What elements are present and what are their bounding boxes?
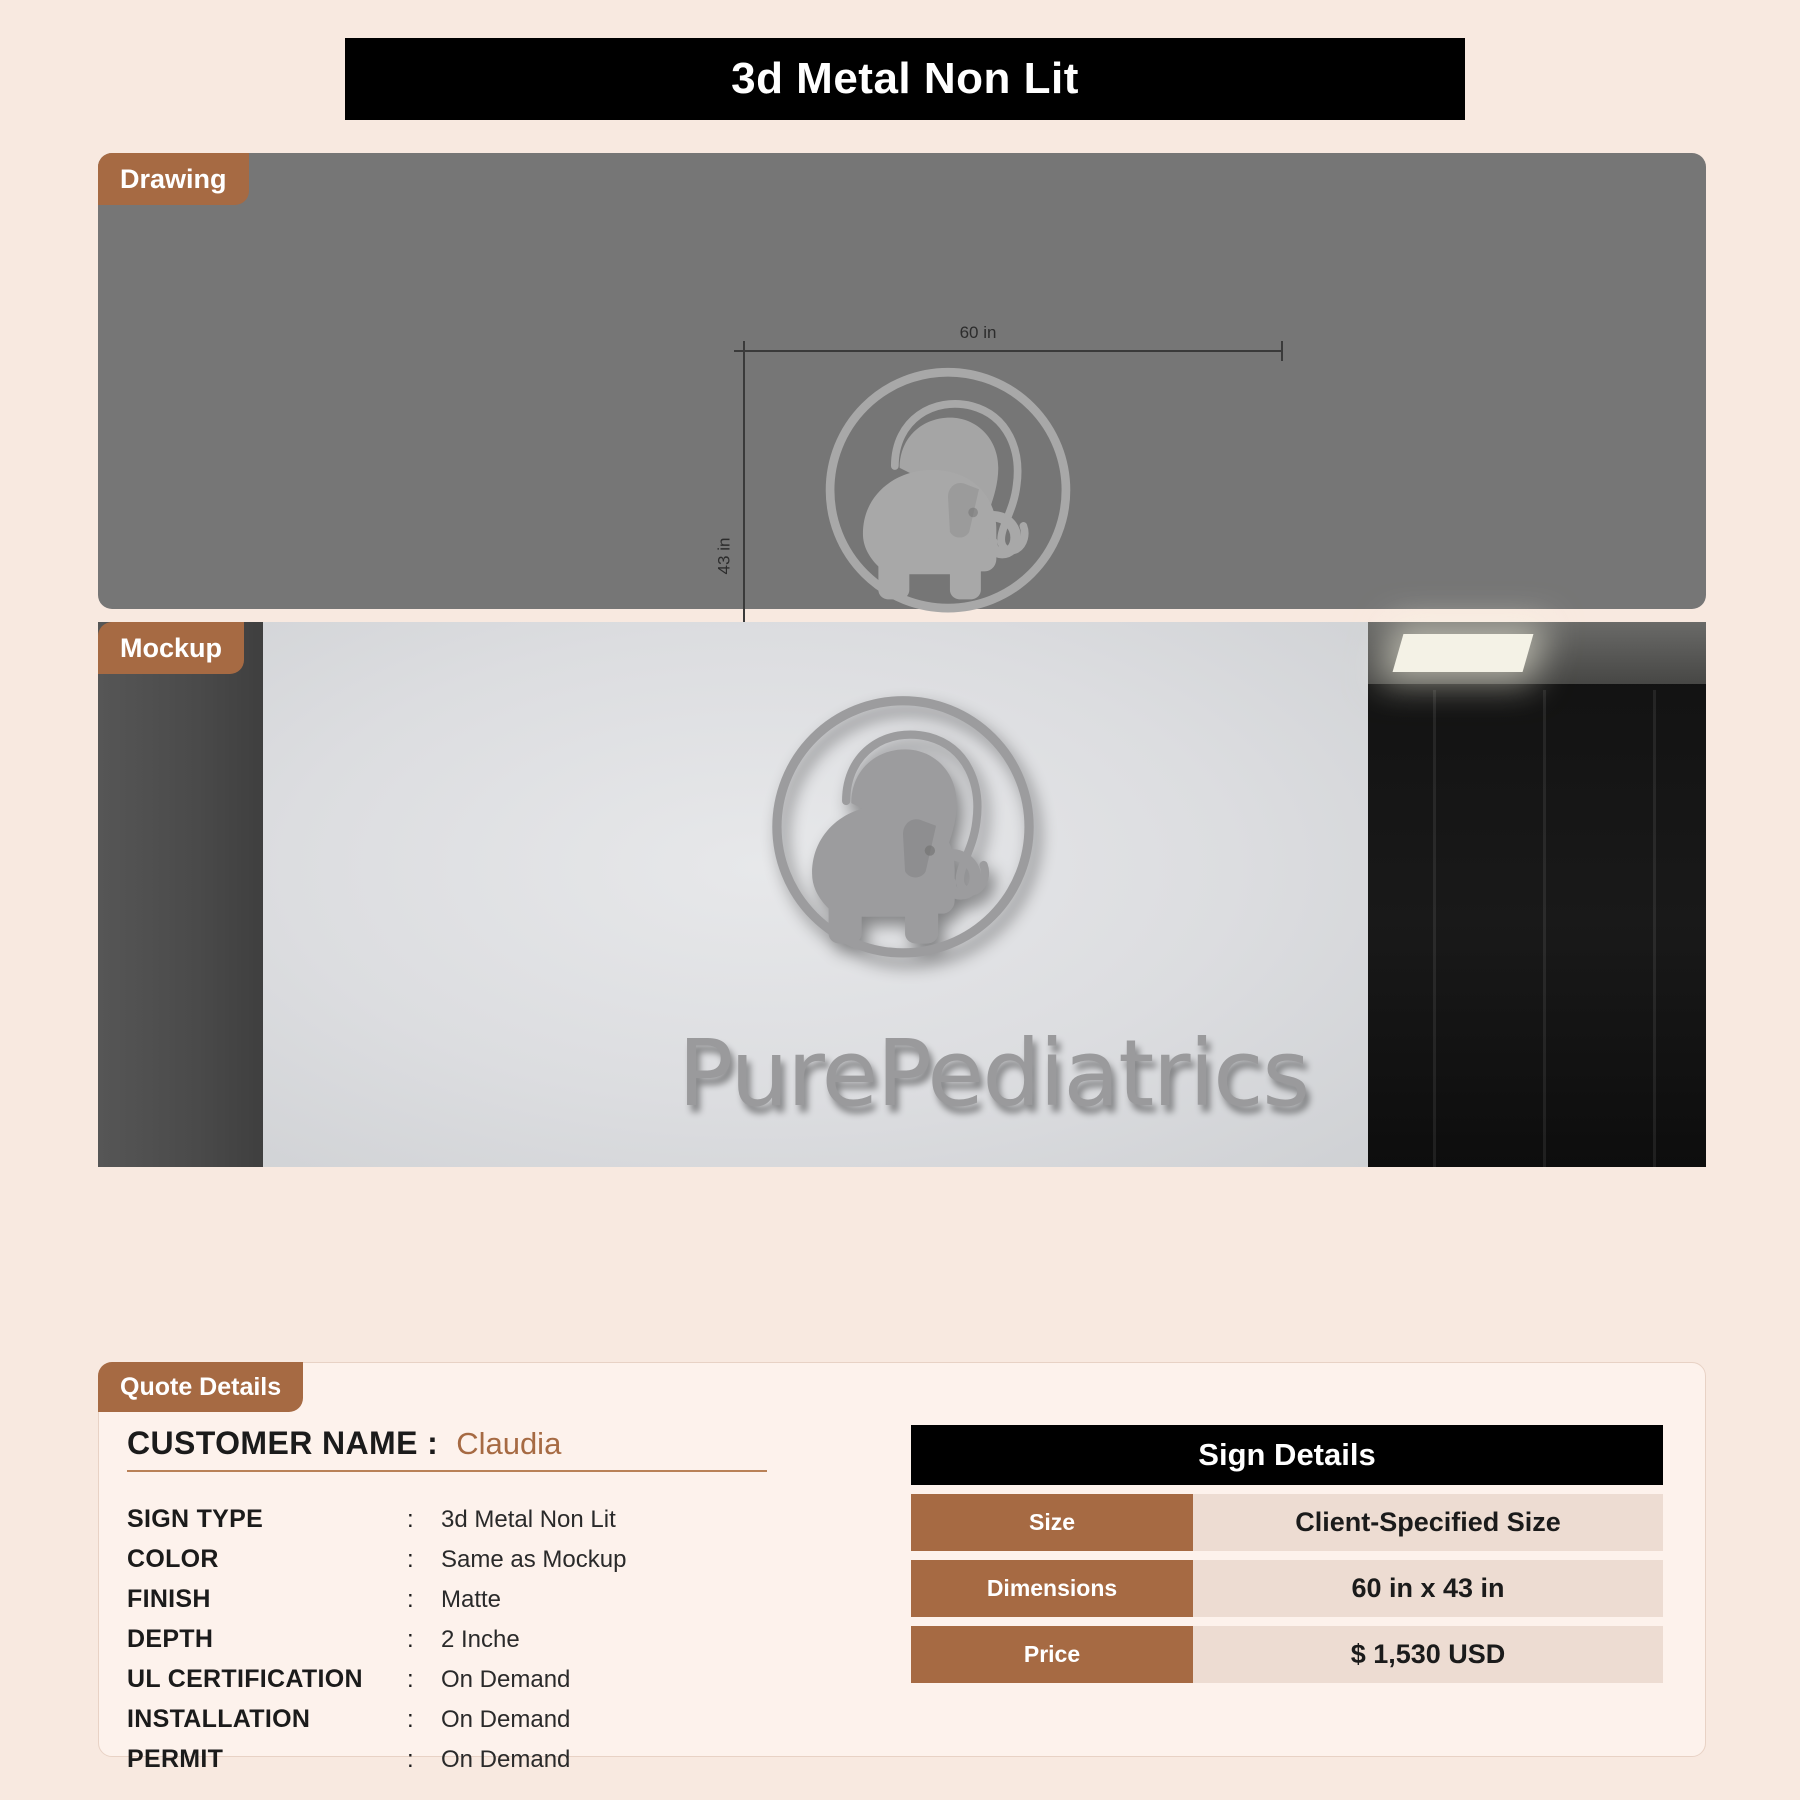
spec-separator: :	[407, 1586, 414, 1613]
spec-key: INSTALLATION	[127, 1705, 311, 1733]
quote-details-tag-label: Quote Details	[120, 1372, 282, 1401]
table-header-cell: Price	[911, 1626, 1193, 1683]
table-cell: $ 1,530 USD	[1193, 1626, 1663, 1683]
table-row	[911, 1626, 1663, 1683]
spec-value: On Demand	[441, 1706, 571, 1733]
table-row	[911, 1560, 1663, 1617]
mockup-logo	[678, 677, 1309, 1127]
spec-value: On Demand	[441, 1746, 571, 1773]
list-item	[127, 1505, 807, 1534]
mockup-corridor	[1368, 622, 1706, 1167]
elephant-circle-logo-icon	[733, 677, 1073, 987]
list-item	[127, 1585, 807, 1614]
drawing-tag-label: Drawing	[120, 163, 227, 194]
dimension-height-label: 43 in	[714, 537, 734, 575]
drawing-tag	[98, 153, 249, 205]
table-cell: Client-Specified Size	[1193, 1494, 1663, 1551]
mockup-tag	[98, 622, 244, 674]
page-title	[345, 38, 1465, 120]
table-header-cell: Dimensions	[911, 1560, 1193, 1617]
table-row	[911, 1494, 1663, 1551]
elephant-circle-logo-icon	[803, 350, 1093, 640]
page-title-text: 3d Metal Non Lit	[731, 54, 1079, 103]
table-cell: 60 in x 43 in	[1193, 1560, 1663, 1617]
ceiling-light-icon	[1393, 634, 1534, 672]
spec-key: SIGN TYPE	[127, 1505, 264, 1533]
spec-separator: :	[407, 1666, 414, 1693]
list-item	[127, 1665, 807, 1694]
spec-value: Matte	[441, 1586, 502, 1613]
list-item	[127, 1745, 807, 1774]
spec-separator: :	[407, 1746, 414, 1773]
spec-key: PERMIT	[127, 1745, 224, 1773]
drawing-panel	[98, 153, 1706, 609]
list-item	[127, 1625, 807, 1654]
spec-separator: :	[407, 1546, 414, 1573]
mockup-panel	[98, 622, 1706, 1167]
spec-value: 3d Metal Non Lit	[441, 1506, 616, 1533]
spec-key: COLOR	[127, 1545, 219, 1573]
spec-list	[127, 1505, 807, 1785]
quote-details-panel	[98, 1362, 1706, 1773]
spec-key: DEPTH	[127, 1625, 214, 1653]
list-item	[127, 1705, 807, 1734]
table-header-cell: Size	[911, 1494, 1193, 1551]
customer-name-row	[127, 1425, 767, 1472]
mockup-left-wall	[98, 622, 263, 1167]
dimension-width-label: 60 in	[959, 323, 997, 342]
mockup-tag-label: Mockup	[120, 632, 223, 663]
spec-key: UL CERTIFICATION	[127, 1665, 363, 1693]
spec-value: Same as Mockup	[441, 1546, 627, 1573]
spec-separator: :	[407, 1706, 414, 1733]
quote-details-tag	[98, 1362, 303, 1412]
mockup-logo-text: PurePediatrics	[678, 1020, 1309, 1127]
spec-value: 2 Inche	[441, 1626, 520, 1653]
customer-name-label: CUSTOMER NAME :	[127, 1425, 439, 1461]
sign-details-title: Sign Details	[911, 1425, 1663, 1485]
spec-separator: :	[407, 1506, 414, 1533]
sign-details-table	[911, 1425, 1663, 1683]
spec-value: On Demand	[441, 1666, 571, 1693]
list-item	[127, 1545, 807, 1574]
customer-name-value: Claudia	[456, 1426, 562, 1461]
spec-separator: :	[407, 1626, 414, 1653]
spec-key: FINISH	[127, 1585, 211, 1613]
